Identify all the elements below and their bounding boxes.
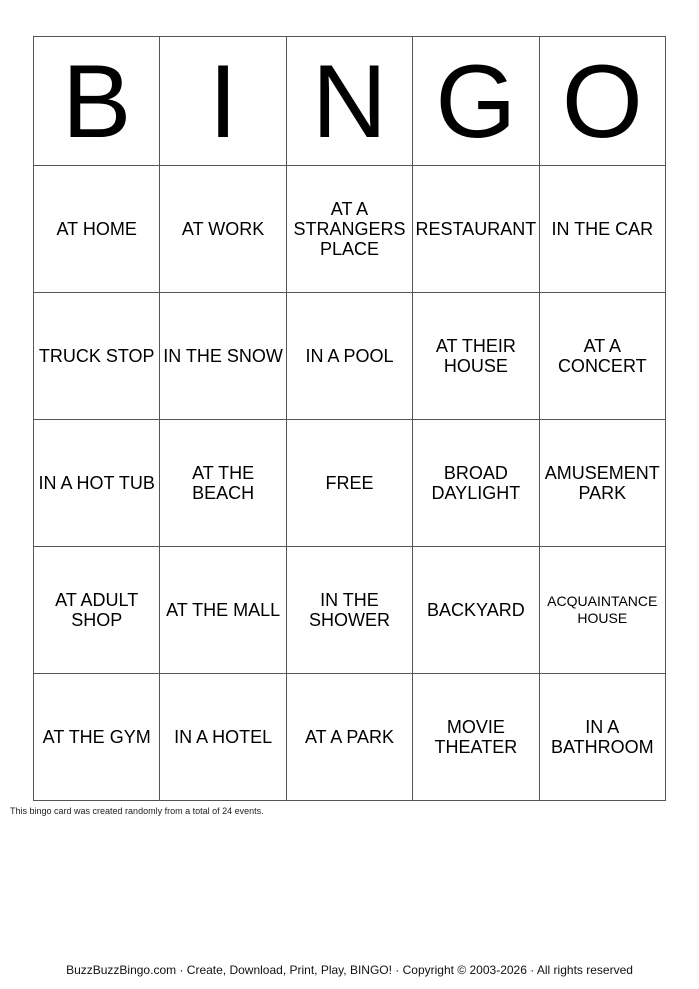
page-footer: BuzzBuzzBingo.com · Create, Download, Print, Play, BINGO! · Copyright © 2003-2026 · All rights reserved	[66, 963, 633, 977]
bingo-cell: IN A HOT TUB	[34, 420, 160, 547]
free-space-cell: FREE	[286, 420, 412, 547]
bingo-cell: MOVIE THEATER	[413, 674, 539, 801]
bingo-cell: IN A HOTEL	[160, 674, 286, 801]
bingo-cell: IN A POOL	[286, 293, 412, 420]
bingo-row	[34, 674, 666, 801]
bingo-cell: IN THE SNOW	[160, 293, 286, 420]
header-letter-i: I	[160, 37, 286, 166]
bingo-cell: RESTAURANT	[413, 166, 539, 293]
bingo-cell: AT A PARK	[286, 674, 412, 801]
bingo-cell: IN THE CAR	[539, 166, 665, 293]
bingo-cell: ACQUAINTANCE HOUSE	[539, 547, 665, 674]
bingo-row	[34, 420, 666, 547]
bingo-cell: BACKYARD	[413, 547, 539, 674]
bingo-row	[34, 166, 666, 293]
bingo-cell: IN THE SHOWER	[286, 547, 412, 674]
bingo-card	[33, 36, 666, 801]
bingo-cell: AT THEIR HOUSE	[413, 293, 539, 420]
bingo-cell: AT ADULT SHOP	[34, 547, 160, 674]
bingo-row	[34, 547, 666, 674]
bingo-cell: TRUCK STOP	[34, 293, 160, 420]
header-letter-g: G	[413, 37, 539, 166]
bingo-row	[34, 293, 666, 420]
bingo-cell: AMUSEMENT PARK	[539, 420, 665, 547]
bingo-cell: AT THE MALL	[160, 547, 286, 674]
header-letter-o: O	[539, 37, 665, 166]
card-note: This bingo card was created randomly from a total of 24 events.	[10, 806, 264, 816]
bingo-cell: AT WORK	[160, 166, 286, 293]
bingo-cell: AT A STRANGERS PLACE	[286, 166, 412, 293]
bingo-header-row	[34, 37, 666, 166]
bingo-cell: BROAD DAYLIGHT	[413, 420, 539, 547]
bingo-cell: AT THE GYM	[34, 674, 160, 801]
bingo-cell: IN A BATHROOM	[539, 674, 665, 801]
bingo-cell: AT THE BEACH	[160, 420, 286, 547]
bingo-cell: AT HOME	[34, 166, 160, 293]
header-letter-n: N	[286, 37, 412, 166]
bingo-cell: AT A CONCERT	[539, 293, 665, 420]
header-letter-b: B	[34, 37, 160, 166]
